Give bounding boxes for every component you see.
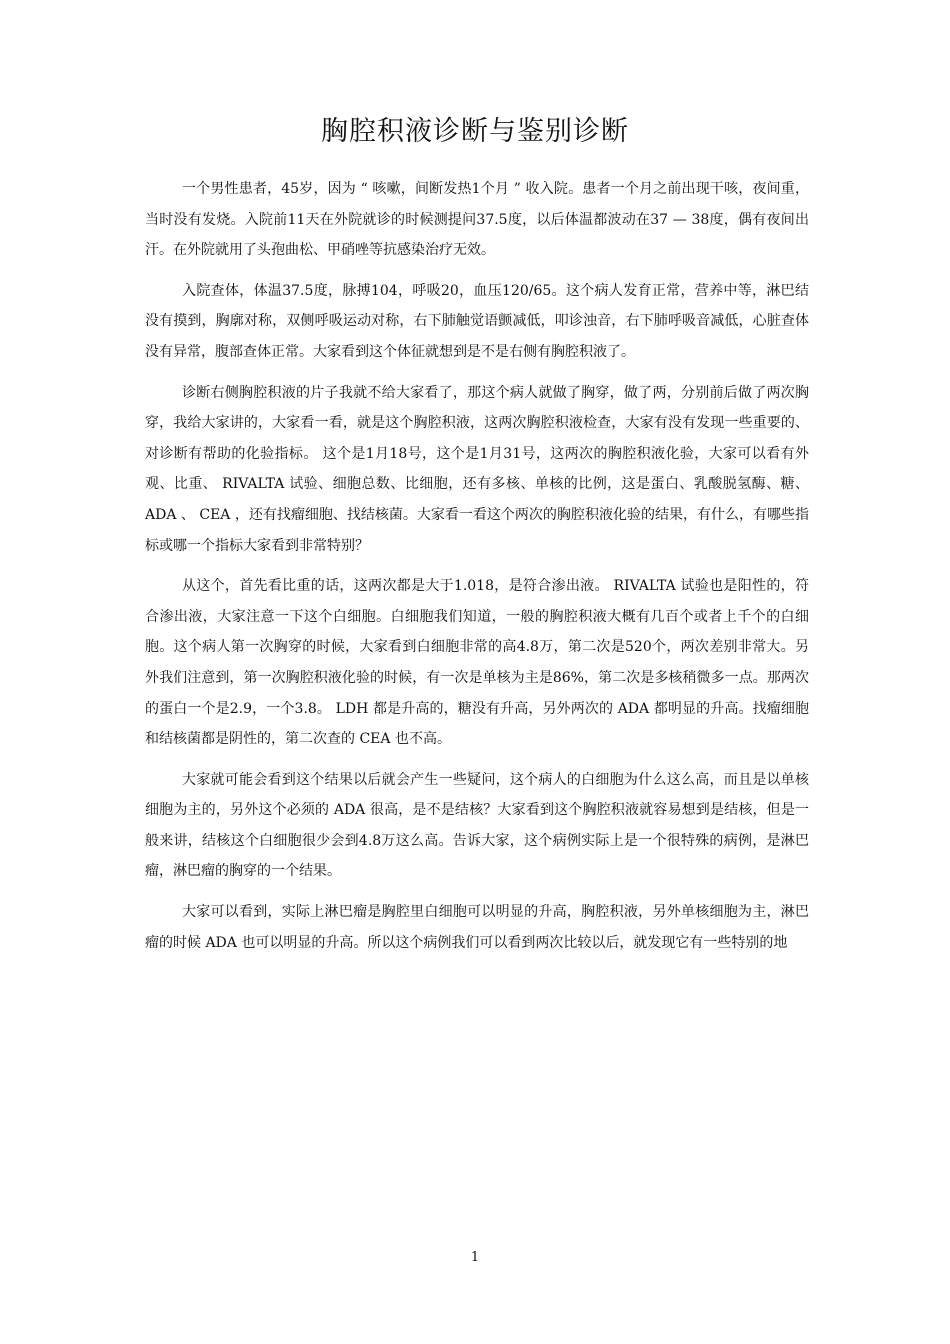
paragraph-3: 诊断右侧胸腔积液的片子我就不给大家看了，那这个病人就做了胸穿，做了两，分别前后做了两次胸穿，我给大家讲的，大家看一看，就是这个胸腔积液，这两次胸腔积液检查，大家有没有发现一些重要的、对诊断有帮助的化验指标。 这个是1月18号，这个是1月31号，这两次的胸腔积液化验，大家可以看有外观、比重、 RIVALTA 试验、细胞总数、比细胞，还有多核、单核的比例，这是蛋白、乳酸脱氢酶、糖、 ADA 、 CEA ，还有找瘤细胞、找结核菌。大家看一看这个两次的胸腔积液化验的结果，有什么，有哪些指标或哪一个指标大家看到非常特别？ <box>145 384 809 554</box>
paragraph-6: 大家可以看到，实际上淋巴瘤是胸腔里白细胞可以明显的升高，胸腔积液，另外单核细胞为主，淋巴瘤的时候 ADA 也可以明显的升高。所以这个病例我们可以看到两次比较以后，就发现它有一些特别的地 <box>145 904 809 951</box>
paragraph-2: 入院查体，体温37.5度，脉搏104，呼吸20，血压120/65。这个病人发育正常，营养中等，淋巴结没有摸到，胸廓对称，双侧呼吸运动对称，右下肺触觉语颤减低，叩诊浊音，右下肺呼吸音减低，心脏查体没有异常，腹部查体正常。大家看到这个体征就想到是不是右侧有胸腔积液了。 <box>145 282 809 360</box>
page-number: 1 <box>470 1250 480 1265</box>
paragraph-1: 一个男性患者，45岁，因为 “ 咳嗽，间断发热1个月 ” 收入院。患者一个月之前出现干咳，夜间重，当时没有发烧。入院前11天在外院就诊的时候测提问37.5度，以后体温都波动在37 — 38度，偶有夜间出汗。在外院就用了头孢曲松、甲硝唑等抗感染治疗无效。 <box>145 181 809 259</box>
paragraph-4: 从这个，首先看比重的话，这两次都是大于1.018，是符合渗出液。 RIVALTA 试验也是阳性的，符合渗出液，大家注意一下这个白细胞。白细胞我们知道，一般的胸腔积液大概有几百个或者上千个的白细胞。这个病人第一次胸穿的时候，大家看到白细胞非常的高4.8万，第二次是520个，两次差别非常大。另外我们注意到，第一次胸腔积液化验的时候，有一次是单核为主是86%，第二次是多核稍微多一点。那两次的蛋白一个是2.9，一个3.8。 LDH 都是升高的，糖没有升高，另外两次的 ADA 都明显的升高。找瘤细胞和结核菌都是阴性的，第二次查的 CEA 也不高。 <box>145 578 809 748</box>
document-title: 胸腔积液诊断与鉴别诊断 <box>321 116 629 147</box>
paragraph-5: 大家就可能会看到这个结果以后就会产生一些疑问，这个病人的白细胞为什么这么高，而且是以单核细胞为主的，另外这个必须的 ADA 很高，是不是结核？大家看到这个胸腔积液就容易想到是结核，但是一般来讲，结核这个白细胞很少会到4.8万这么高。告诉大家，这个病例实际上是一个很特殊的病例，是淋巴瘤，淋巴瘤的胸穿的一个结果。 <box>145 771 809 880</box>
document-body <box>145 174 809 968</box>
